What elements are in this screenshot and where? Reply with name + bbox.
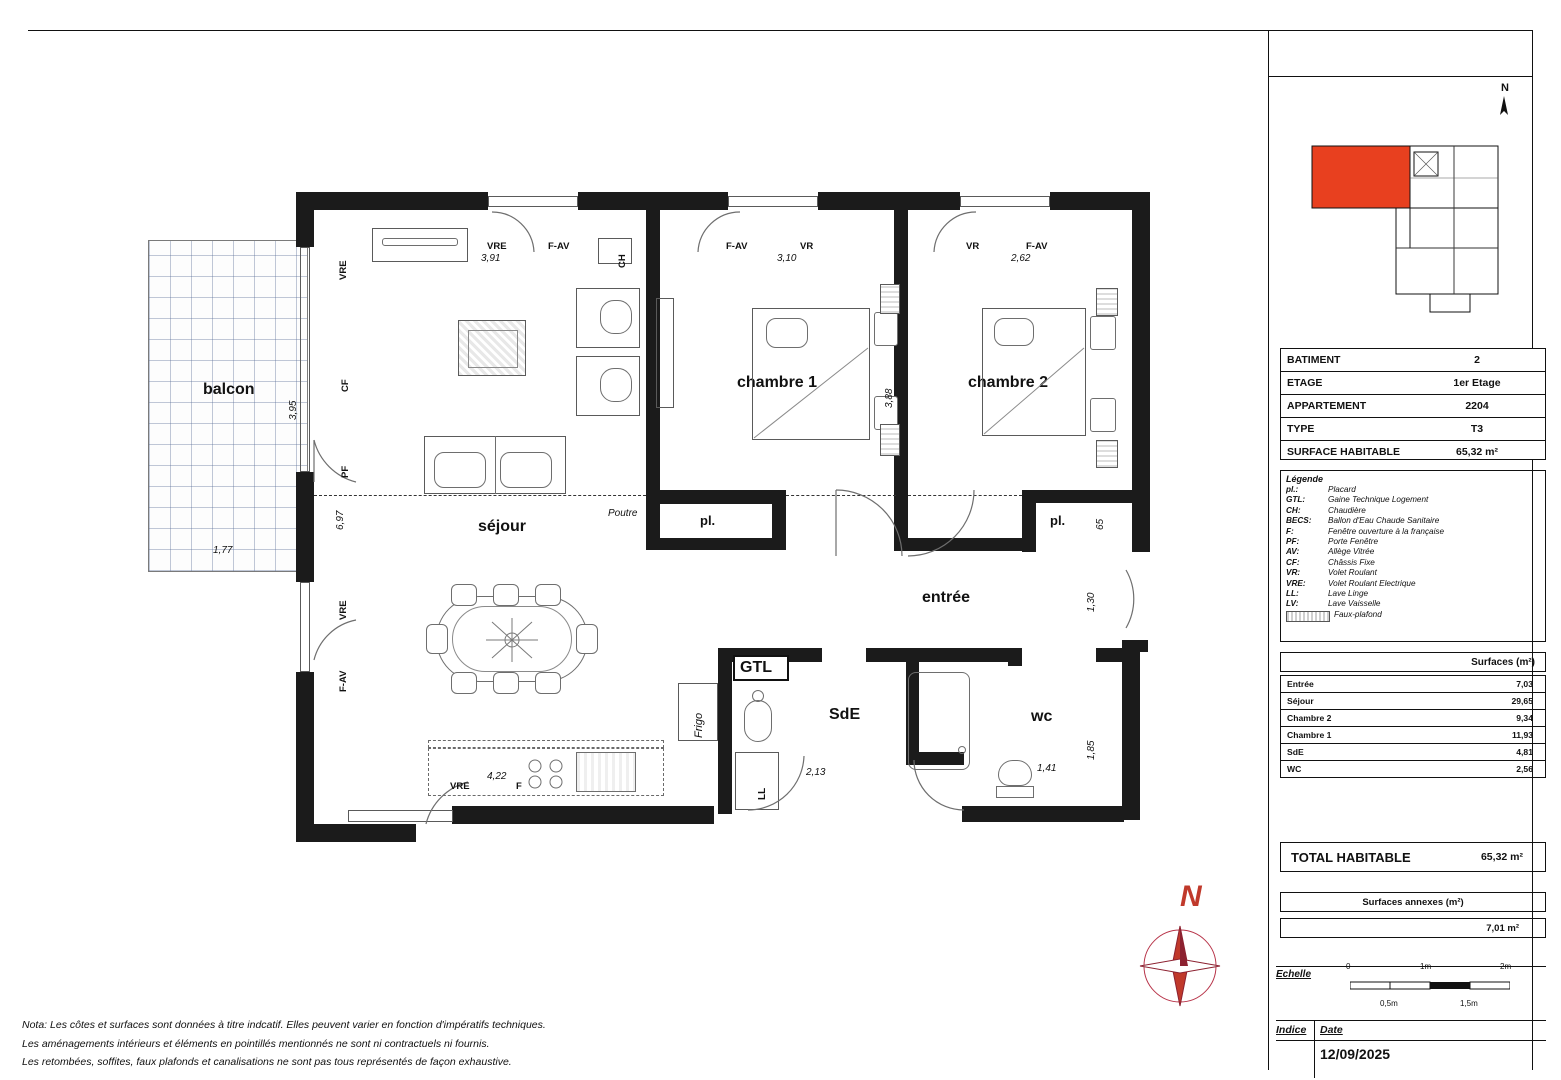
info-key-appartement: APPARTEMENT: [1287, 400, 1367, 412]
room-label-chambre2: chambre 2: [968, 374, 1049, 391]
surface-value: 29,65: [1511, 696, 1533, 706]
indice-label: Indice: [1276, 1024, 1307, 1036]
annexes-value: 7,01 m²: [1486, 922, 1519, 934]
legend-text: Lave Vaisselle: [1328, 599, 1381, 609]
note-line-3: [22, 1055, 512, 1070]
frigo-label: Frigo: [693, 712, 705, 738]
info-table: [1280, 348, 1546, 460]
info-key-batiment: BATIMENT: [1287, 354, 1341, 366]
room-label-placard-left: pl.: [700, 513, 716, 528]
opening-tag-fav-2: F-AV: [726, 241, 748, 252]
surface-name: Séjour: [1287, 696, 1314, 706]
note-text-1: Nota: Les côtes et surfaces sont données à titre indcatif. Elles peuvent varier en fonction d'impératifs techniques.: [22, 1019, 546, 1031]
dimension-balcon-width: 3,95: [288, 400, 299, 420]
legend-item: [1286, 537, 1540, 547]
legend-block: [1280, 470, 1546, 642]
legend-text: Placard: [1328, 485, 1356, 494]
footer-divider: [1276, 1020, 1546, 1021]
table-row: [1281, 676, 1545, 693]
legend-item-fauxplafond: [1286, 610, 1540, 622]
legend-title: Légende: [1286, 474, 1324, 484]
info-row-batiment: [1281, 349, 1545, 372]
info-value-surface: 65,32 m²: [1455, 446, 1499, 458]
opening-tag-vre-1: VRE: [487, 241, 507, 252]
surfaces-header: [1280, 652, 1546, 672]
info-value-etage: 1er Etage: [1453, 377, 1501, 389]
balcony-hatch: [148, 240, 308, 572]
dimension-sejour-height: 6,97: [335, 510, 346, 530]
gtl-label: GTL: [740, 659, 772, 676]
scale-bar: [1350, 978, 1510, 998]
compass-rose-icon: [1132, 918, 1228, 1014]
dimension-chambre2-top: 2,62: [1011, 253, 1031, 264]
north-letter: N: [1180, 880, 1202, 913]
info-row-surface: [1281, 441, 1545, 463]
total-habitable-row: [1280, 842, 1546, 872]
legend-text: Gaine Technique Logement: [1328, 495, 1429, 505]
dimension-chambre1-top: 3,10: [777, 253, 797, 264]
surface-value: 4,81: [1516, 747, 1533, 757]
opening-tag-vre-3: VRE: [338, 600, 349, 620]
room-label-wc: wc: [1031, 708, 1053, 725]
scale-tick-2m: 2m: [1500, 962, 1512, 971]
legend-swatch-fauxplafond: [1286, 611, 1330, 622]
legend-text: Faux-plafond: [1334, 609, 1382, 619]
note-line-2: [22, 1037, 490, 1052]
legend-item: [1286, 599, 1540, 609]
key-plan-north-letter: N: [1501, 82, 1509, 94]
scale-subtick-15m: 1,5m: [1460, 999, 1478, 1008]
room-label-chambre1: chambre 1: [737, 374, 818, 391]
legend-text: Fenêtre ouverture à la française: [1328, 526, 1445, 536]
opening-tag-fav-3: F-AV: [1026, 241, 1048, 252]
info-key-etage: ETAGE: [1287, 377, 1323, 389]
surface-value: 2,56: [1516, 764, 1533, 774]
annexes-value-row: [1280, 918, 1546, 938]
info-row-appartement: [1281, 395, 1545, 418]
info-row-type: [1281, 418, 1545, 441]
legend-abbr: AV:: [1286, 547, 1300, 557]
beam-label: Poutre: [608, 508, 638, 519]
legend-text: Volet Roulant: [1328, 568, 1377, 578]
opening-tag-fav-4: F-AV: [338, 670, 349, 692]
footer-col-divider: [1314, 1020, 1315, 1078]
legend-item: [1286, 568, 1540, 578]
key-plan-north-icon: [1496, 95, 1512, 117]
info-value-batiment: 2: [1474, 354, 1480, 366]
room-label-sejour: séjour: [478, 518, 527, 535]
legend-text: Allège Vitrée: [1328, 547, 1375, 557]
legend-text: Chaudière: [1328, 505, 1366, 515]
lave-linge-label: LL: [757, 787, 768, 800]
opening-tag-f: F: [516, 781, 522, 792]
table-row: [1281, 710, 1545, 727]
surface-value: 9,34: [1516, 713, 1533, 723]
opening-tag-cf: CF: [340, 379, 351, 392]
legend-abbr: GTL:: [1286, 495, 1306, 505]
legend-text: Lave Linge: [1328, 589, 1369, 599]
opening-tag-vre-2: VRE: [338, 260, 349, 280]
legend-abbr: PF:: [1286, 537, 1300, 547]
room-label-sde: SdE: [829, 706, 861, 723]
info-key-type: TYPE: [1287, 423, 1315, 435]
legend-item: [1286, 485, 1540, 495]
legend-text: Volet Roulant Electrique: [1328, 578, 1416, 588]
legend-item: [1286, 558, 1540, 568]
legend-abbr: CH:: [1286, 505, 1301, 515]
scale-subtick-05m: 0,5m: [1380, 999, 1398, 1008]
table-row: [1281, 761, 1545, 777]
dimension-sejour-top: 3,91: [481, 253, 501, 264]
dimension-wc-width: 1,41: [1037, 763, 1057, 774]
note-line-1: [22, 1018, 546, 1033]
date-label: Date: [1320, 1024, 1343, 1036]
room-label-placard-right: pl.: [1050, 513, 1066, 528]
info-value-type: T3: [1470, 423, 1484, 435]
info-row-etage: [1281, 372, 1545, 395]
info-panel: [1268, 0, 1561, 1080]
info-value-appartement: 2204: [1465, 400, 1489, 412]
table-row: [1281, 727, 1545, 744]
legend-abbr: pl.:: [1286, 485, 1299, 494]
table-row: [1281, 693, 1545, 710]
legend-item: [1286, 589, 1540, 599]
dimension-placard-right: 65: [1095, 518, 1106, 530]
opening-tag-vre-4: VRE: [450, 781, 470, 792]
table-row: [1281, 744, 1545, 761]
date-value: 12/09/2025: [1320, 1046, 1391, 1062]
opening-tag-ch: CH: [617, 254, 628, 268]
legend-abbr: VRE:: [1286, 578, 1306, 588]
annexes-header-label: Surfaces annexes (m²): [1362, 896, 1464, 908]
surface-value: 7,03: [1516, 679, 1533, 689]
legend-text: Porte Fenêtre: [1328, 537, 1379, 547]
dimension-sde-width: 2,13: [806, 767, 826, 778]
legend-item: [1286, 516, 1540, 526]
scale-tick-0: 0: [1346, 962, 1351, 971]
opening-tag-vr-1: VR: [800, 241, 814, 252]
legend-text: Châssis Fixe: [1328, 557, 1375, 567]
legend-abbr: BECS:: [1286, 516, 1312, 526]
legend-item: [1286, 527, 1540, 537]
legend-abbr: LL:: [1286, 589, 1299, 599]
scale-label: Echelle: [1276, 969, 1312, 980]
total-value: 65,32 m²: [1480, 851, 1523, 863]
dimension-sejour-bottom: 4,22: [487, 771, 507, 782]
opening-tag-pf: PF: [340, 465, 351, 478]
surface-name: Entrée: [1287, 679, 1314, 689]
dimension-wc-height: 1,85: [1086, 740, 1097, 760]
surface-name: Chambre 1: [1287, 730, 1332, 740]
legend-abbr: F:: [1286, 526, 1294, 536]
footer-divider-2: [1276, 1040, 1546, 1041]
legend-item: [1286, 579, 1540, 589]
legend-item: [1286, 495, 1540, 505]
door-swings: [296, 190, 1156, 850]
surface-name: SdE: [1287, 747, 1304, 757]
note-text-2: Les aménagements intérieurs et éléments en pointillés mentionnés ne sont ni contractuels ni fournis.: [22, 1038, 490, 1050]
dimension-chambre1-side: 3,88: [884, 388, 895, 408]
key-plan-diagram: [1310, 138, 1510, 316]
room-label-balcon: balcon: [203, 381, 255, 398]
surfaces-header-label: Surfaces (m²): [1471, 656, 1535, 668]
opening-tag-vr-2: VR: [966, 241, 980, 252]
legend-abbr: VR:: [1286, 568, 1301, 578]
surface-name: Chambre 2: [1287, 713, 1332, 723]
note-text-3: Les retombées, soffites, faux plafonds et canalisations ne sont pas tous représentés de façon exhaustive.: [22, 1056, 512, 1068]
legend-abbr: LV:: [1286, 599, 1299, 609]
room-label-entree: entrée: [922, 589, 971, 606]
legend-text: Ballon d'Eau Chaude Sanitaire: [1328, 516, 1440, 526]
opening-tag-fav-1: F-AV: [548, 241, 570, 252]
dimension-balcon-depth: 1,77: [213, 545, 233, 556]
surface-value: 11,93: [1511, 730, 1533, 740]
info-key-surface: SURFACE HABITABLE: [1287, 446, 1400, 458]
surfaces-table: [1280, 675, 1546, 778]
scale-tick-1m: 1m: [1420, 962, 1432, 971]
surface-name: WC: [1287, 764, 1302, 774]
dimension-entree-right: 1,30: [1086, 592, 1097, 612]
legend-item: [1286, 547, 1540, 557]
legend-abbr: CF:: [1286, 557, 1300, 567]
total-label: TOTAL HABITABLE: [1291, 849, 1411, 865]
legend-item: [1286, 506, 1540, 516]
annexes-header: [1280, 892, 1546, 912]
